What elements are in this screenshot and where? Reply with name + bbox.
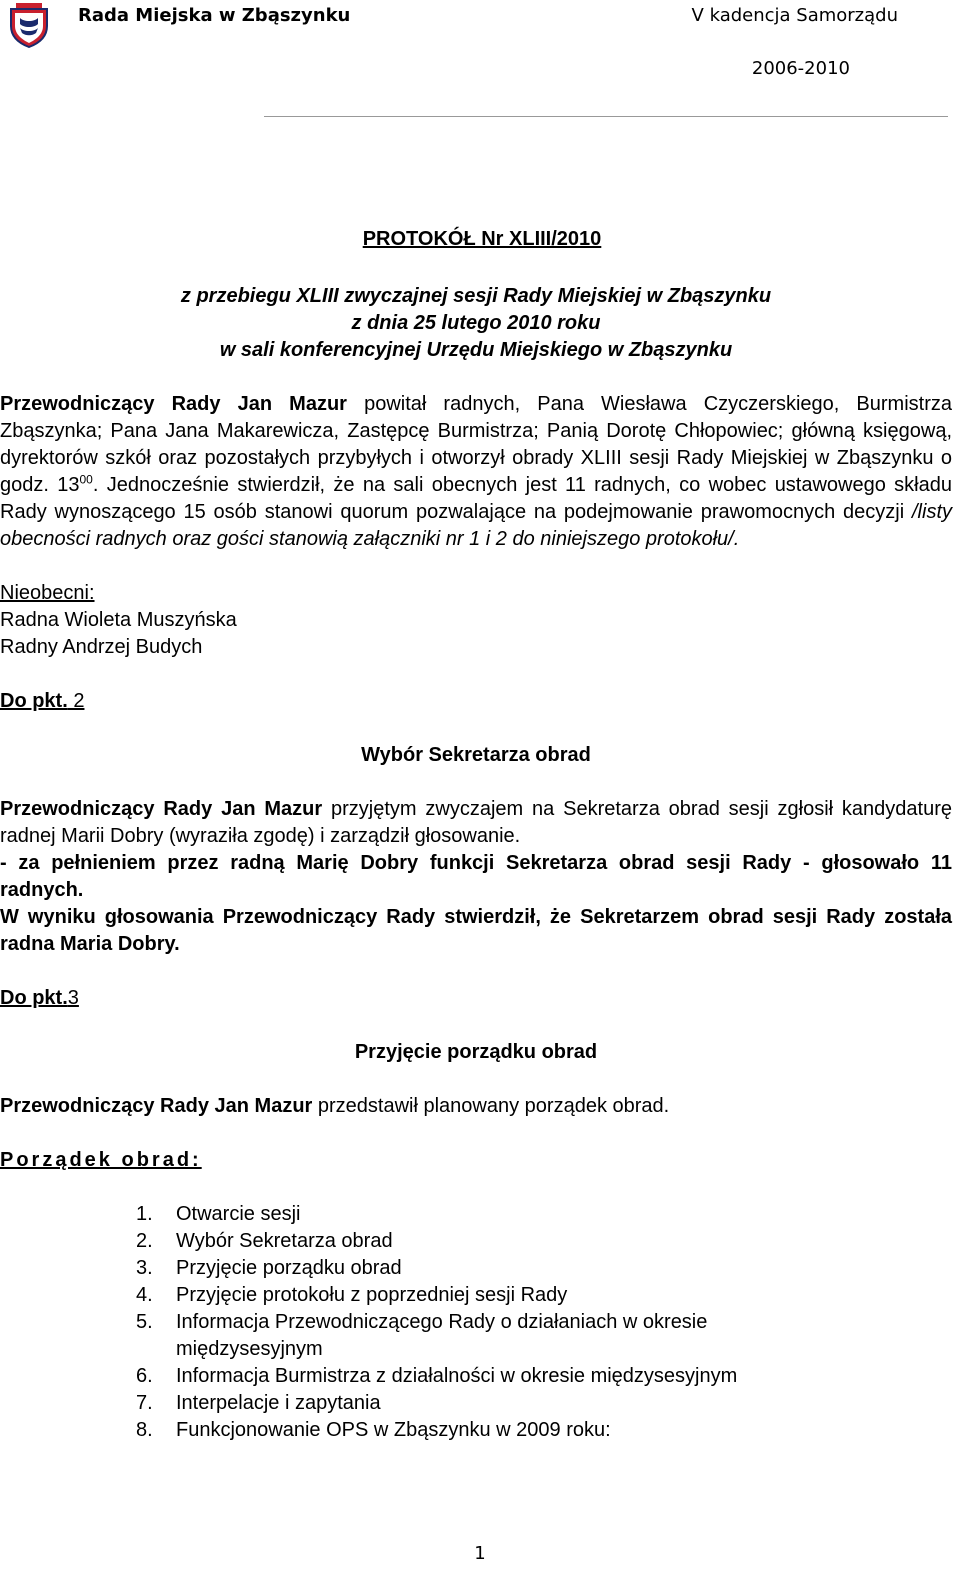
- list-item-text: Przyjęcie protokołu z poprzedniej sesji Rady: [176, 1284, 568, 1306]
- pkt2-label-num: 2: [67, 690, 85, 712]
- pkt3-paragraph: [0, 1093, 952, 1120]
- agenda-heading: Porządek obrad:: [0, 1149, 202, 1171]
- absent-label: Nieobecni:: [0, 582, 95, 604]
- list-item-number: 3.: [136, 1257, 153, 1279]
- coat-of-arms-icon: [6, 2, 52, 48]
- pkt3-lead: Przewodniczący Rady Jan Mazur: [0, 1095, 313, 1117]
- pkt2-heading: Wybór Sekretarza obrad: [361, 744, 591, 766]
- header-divider: [264, 116, 948, 117]
- list-item-text: Informacja Przewodniczącego Rady o działaniach w okresie międzysesyjnym: [176, 1311, 708, 1360]
- list-item-number: 1.: [136, 1203, 153, 1225]
- list-item-text: Przyjęcie porządku obrad: [176, 1257, 402, 1279]
- list-item: [136, 1228, 952, 1255]
- list-item: [136, 1201, 952, 1228]
- term-label: V kadencja Samorządu: [691, 5, 898, 26]
- list-item-number: 8.: [136, 1419, 153, 1441]
- pkt3-label: [0, 985, 952, 1012]
- intro-text-2: . Jednocześnie stwierdził, że na sali obecnych jest 11 radnych, co wobec ustawowego składu Rady wynoszącego 15 osób stanowi quorum pozwalające na podejmowanie prawomocnych decyzji: [0, 474, 952, 523]
- intro-text: powitał radnych, Pana Wiesława Czyczerskiego, Burmistrza Zbąszynka; Pana Jana Makarewicza, Zastępcę Burmistrza; Panią Dorotę Chłopowiec; główną księgową, dyrektorów szkół oraz pozostałych przybyłych i otworzył obrady XLIII sesji Rady Miejskiej w Zbąszynku o godz. 13: [0, 393, 952, 496]
- list-item: [136, 1282, 952, 1309]
- intro-italic: /listy obecności radnych oraz gości stanowią załączniki nr 1 i 2 do niniejszego protokołu/.: [0, 501, 952, 550]
- pkt2-label-text: Do pkt.: [0, 690, 68, 712]
- pkt3-text: przedstawił planowany porządek obrad.: [312, 1095, 670, 1117]
- document-body: [0, 226, 952, 1444]
- page-header: [0, 0, 960, 120]
- absent-name-1: Radna Wioleta Muszyńska: [0, 609, 237, 631]
- list-item: [136, 1309, 952, 1363]
- list-item-number: 4.: [136, 1284, 153, 1306]
- intro-paragraph: [0, 391, 952, 553]
- pkt2-paragraph: [0, 796, 952, 850]
- pkt3-heading: Przyjęcie porządku obrad: [354, 1041, 598, 1063]
- pkt2-label: [0, 688, 952, 715]
- list-item-text: Otwarcie sesji: [176, 1203, 301, 1225]
- list-item: [136, 1255, 952, 1282]
- page-number: 1: [474, 1543, 486, 1564]
- pkt3-label-num: 3: [67, 987, 79, 1009]
- document-title: PROTOKÓŁ Nr XLIII/2010: [362, 228, 602, 250]
- council-name: Rada Miejska w Zbąszynku: [78, 5, 351, 26]
- pkt2-vote: - za pełnieniem przez radną Marię Dobry funkcji Sekretarza obrad sesji Rady - głosowało 11 radnych.: [0, 852, 952, 901]
- list-item-text: Interpelacje i zapytania: [176, 1392, 381, 1414]
- intro-time-sup: 00: [79, 472, 93, 487]
- list-item-number: 7.: [136, 1392, 153, 1414]
- list-item-number: 5.: [136, 1311, 153, 1333]
- pkt2-result: W wyniku głosowania Przewodniczący Rady stwierdził, że Sekretarzem obrad sesji Rady została radna Maria Dobry.: [0, 906, 952, 955]
- term-years: 2006-2010: [751, 58, 850, 79]
- list-item-number: 2.: [136, 1230, 153, 1252]
- subtitle-line-2: z dnia 25 lutego 2010 roku: [351, 312, 601, 334]
- list-item: [136, 1390, 952, 1417]
- subtitle-line-3: w sali konferencyjnej Urzędu Miejskiego w Zbąszynku: [219, 339, 733, 361]
- list-item: [136, 1363, 952, 1390]
- pkt2-text: przyjętym zwyczajem na Sekretarza obrad sesji zgłosił kandydaturę radnej Marii Dobry (wyraziła zgodę) i zarządził głosowanie.: [0, 798, 952, 847]
- pkt2-lead: Przewodniczący Rady Jan Mazur: [0, 798, 323, 820]
- agenda-list: [0, 1201, 952, 1444]
- list-item-text: Funkcjonowanie OPS w Zbąszynku w 2009 roku:: [176, 1419, 611, 1441]
- list-item: [136, 1417, 952, 1444]
- list-item-text: Informacja Burmistrza z działalności w okresie międzysesyjnym: [176, 1365, 738, 1387]
- absent-name-2: Radny Andrzej Budych: [0, 636, 203, 658]
- pkt3-label-text: Do pkt.: [0, 987, 68, 1009]
- list-item-number: 6.: [136, 1365, 153, 1387]
- intro-lead: Przewodniczący Rady Jan Mazur: [0, 393, 347, 415]
- subtitle-line-1: z przebiegu XLIII zwyczajnej sesji Rady Miejskiej w Zbąszynku: [180, 285, 772, 307]
- list-item-text: Wybór Sekretarza obrad: [176, 1230, 393, 1252]
